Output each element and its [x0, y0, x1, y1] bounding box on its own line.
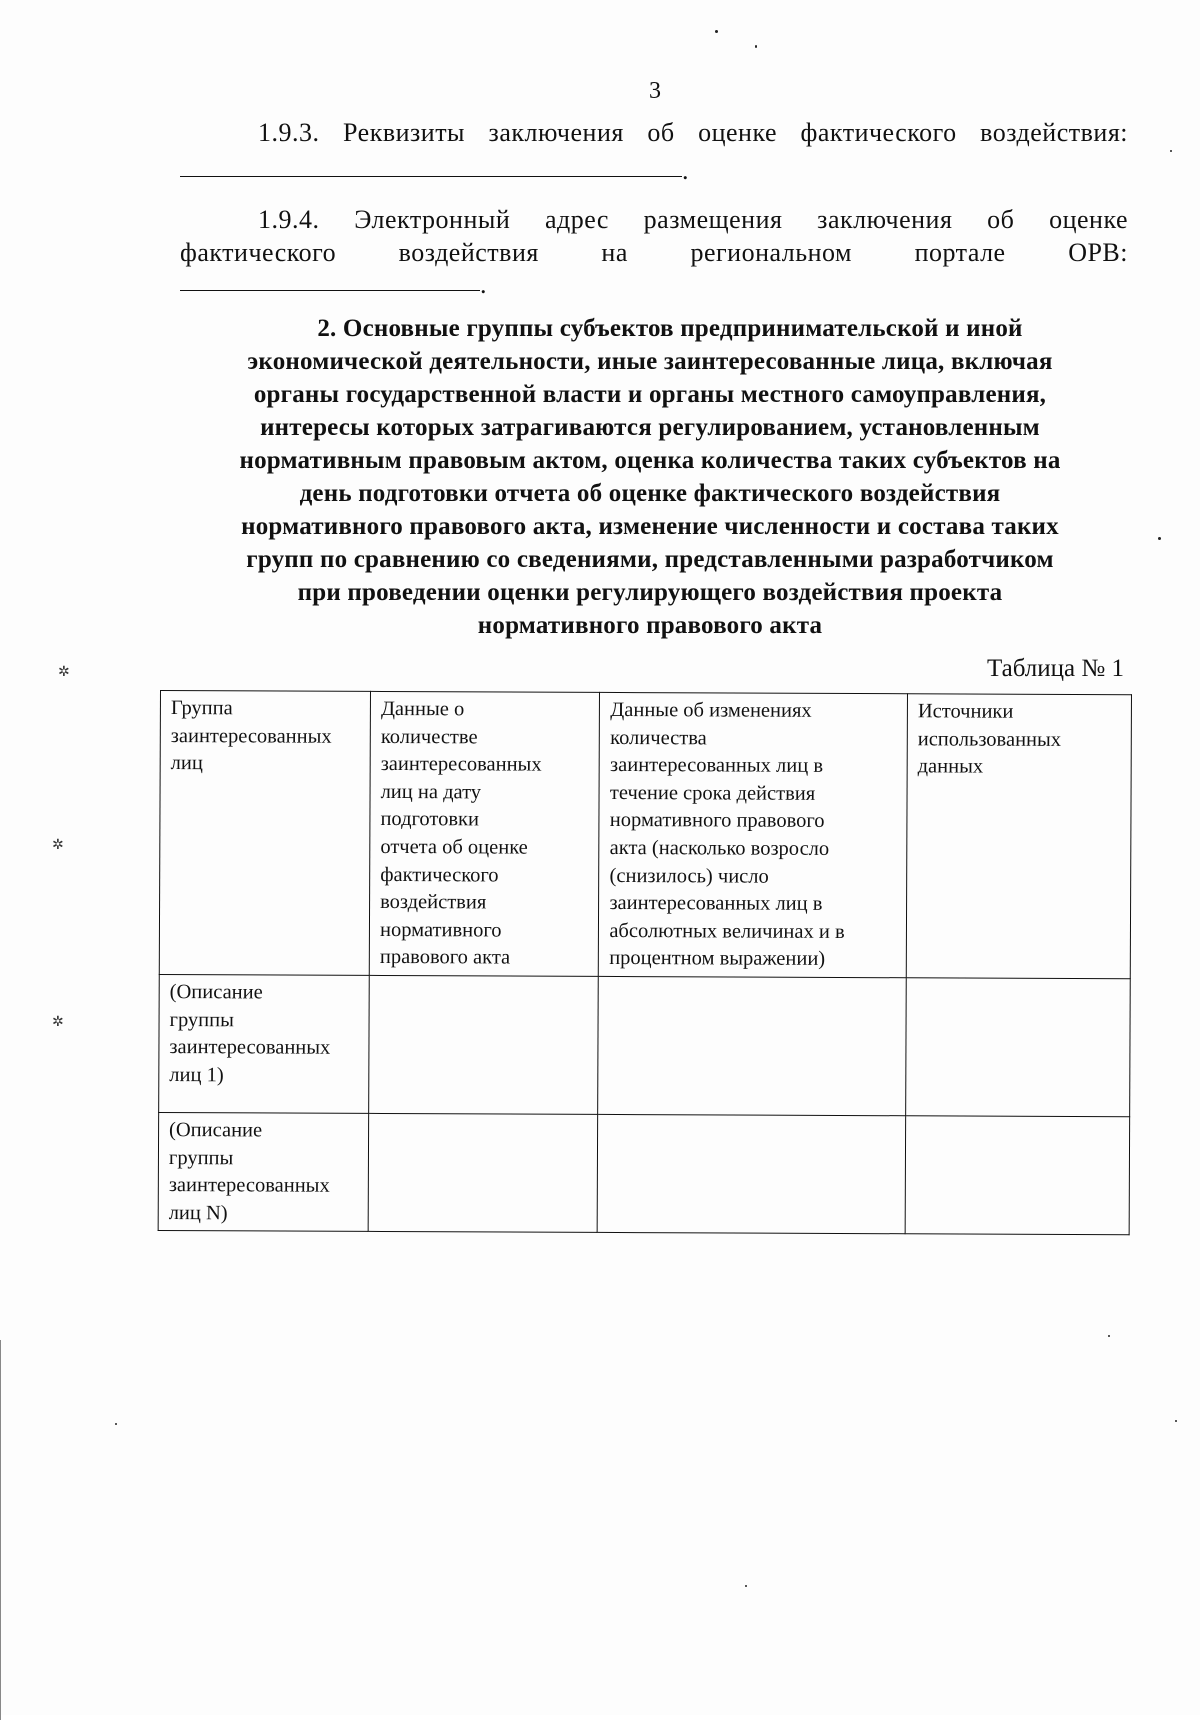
- scan-speck: [715, 30, 718, 33]
- header-cell-count: [369, 691, 600, 976]
- punch-hole-mark: ✲: [58, 665, 70, 680]
- header-cell-text: Источники использованных данных: [917, 700, 1062, 778]
- section-2-title-line: нормативным правовым актом, оценка количества таких субъектов на: [239, 447, 1061, 474]
- section-2-title-line: нормативного правового акта: [477, 612, 823, 639]
- scan-edge-line: [0, 1340, 1, 1720]
- header-cell-text: Данные об изменениях количества заинтересованных лиц в течение срока действия нормативного правового акта (насколько возросло (снизилось) число заинтересованных лиц в абсолютных величинах и в процентном выражении): [609, 698, 845, 971]
- item-1-9-3-text: 1.9.3. Реквизиты заключения об оценке фактического воздействия:: [258, 118, 1128, 147]
- section-2-title-line: интересы которых затрагиваются регулированием, установленным: [260, 414, 1040, 441]
- header-cell-group: [159, 691, 370, 976]
- table-row: [159, 974, 1131, 1116]
- table-cell: [598, 1114, 906, 1233]
- section-2-title-line: день подготовки отчета об оценке фактического воздействия: [299, 480, 1001, 507]
- cell-text: (Описание группы заинтересованных лиц 1): [169, 981, 331, 1087]
- table-header-row: [159, 691, 1131, 979]
- cell-text: (Описание группы заинтересованных лиц N): [168, 1119, 330, 1225]
- table-cell: [905, 1116, 1130, 1235]
- table-cell: [598, 976, 906, 1115]
- section-2-title-line: экономической деятельности, иные заинтересованные лица, включая: [247, 348, 1053, 375]
- item-1-9-4-line-1: 1.9.4. Электронный адрес размещения заключения об оценке: [258, 205, 1128, 234]
- item-1-9-4-blank-line: [180, 290, 480, 291]
- interested-parties-table: [158, 690, 1132, 1235]
- table-caption: Таблица № 1: [986, 655, 1124, 682]
- header-cell-sources: [906, 694, 1131, 979]
- table-cell: [368, 1113, 598, 1232]
- scan-speck: [1175, 1420, 1177, 1422]
- section-2-title-line: нормативного правового акта, изменение численности и состава таких: [241, 513, 1059, 540]
- table-cell: [369, 975, 599, 1114]
- section-2-title-line: 2. Основные группы субъектов предпринимательской и иной: [317, 315, 1023, 342]
- header-cell-text: Данные о количестве заинтересованных лиц на дату подготовки отчета об оценке фактического воздействия нормативного правового акта: [379, 697, 542, 969]
- punch-hole-mark: ✲: [52, 838, 64, 853]
- scan-speck: [1170, 150, 1172, 152]
- section-2-title-line: групп по сравнению со сведениями, представленными разработчиком: [246, 546, 1054, 573]
- item-1-9-3-blank-line: [180, 176, 682, 177]
- item-1-9-4-terminator: .: [480, 270, 487, 299]
- table-row: [158, 1112, 1130, 1234]
- scan-speck: [1158, 537, 1161, 540]
- section-2-title-line: органы государственной власти и органы местного самоуправления,: [253, 381, 1047, 408]
- scan-speck: [115, 1423, 117, 1425]
- page-number: 3: [649, 78, 661, 104]
- scan-speck: [755, 45, 757, 48]
- scan-speck: [745, 1585, 747, 1587]
- item-1-9-4-line-2: фактического воздействия на региональном портале ОРВ:: [180, 238, 1128, 267]
- item-1-9-3-terminator: .: [682, 156, 689, 185]
- header-cell-changes: [599, 692, 908, 977]
- header-cell-text: Группа заинтересованных лиц: [170, 697, 332, 775]
- table-cell: [158, 1112, 369, 1231]
- table-cell: [906, 978, 1131, 1117]
- section-2-title-line: при проведении оценки регулирующего воздействия проекта: [297, 579, 1003, 606]
- punch-hole-mark: ✲: [52, 1015, 64, 1030]
- scan-speck: [1108, 1335, 1110, 1337]
- table-cell: [159, 974, 370, 1113]
- section-2-title: [180, 312, 1120, 642]
